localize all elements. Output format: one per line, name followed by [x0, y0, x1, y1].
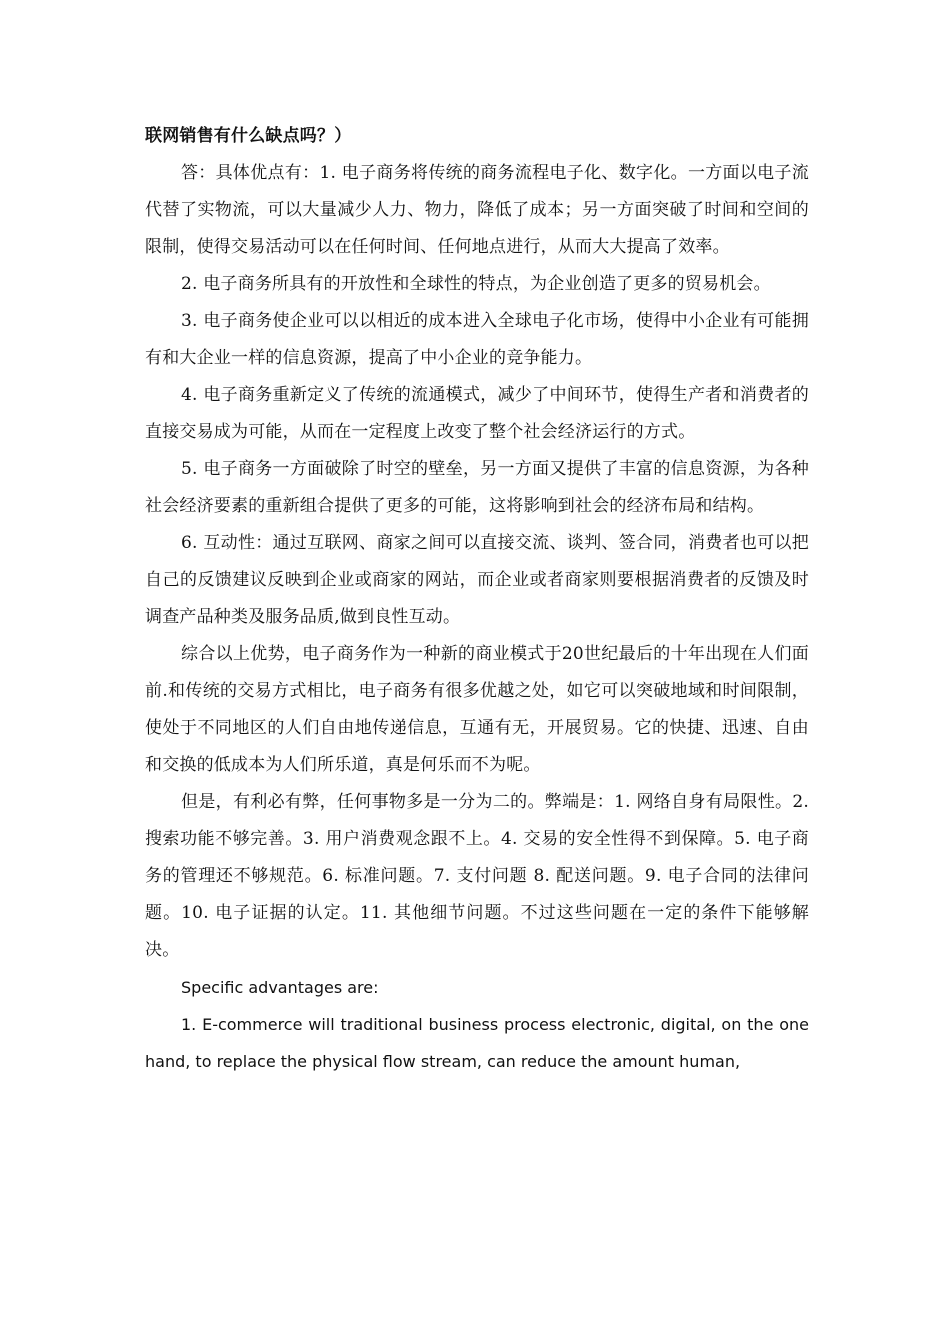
- document-body: [145, 118, 809, 1080]
- paragraph-summary: 综合以上优势，电子商务作为一种新的商业模式于20世纪最后的十年出现在人们面前.和传统的交易方式相比，电子商务有很多优越之处，如它可以突破地域和时间限制，使处于不同地区的人们自由地传递信息，互通有无，开展贸易。它的快捷、迅速、自由和交换的低成本为人们所乐道，真是何乐而不为呢。: [145, 644, 809, 775]
- paragraph-disadvantages: 但是，有利必有弊，任何事物多是一分为二的。弊端是：1. 网络自身有局限性。2. 搜索功能不够完善。3. 用户消费观念跟不上。4. 交易的安全性得不到保障。5. 电子商务的管理还不够规范。6. 标准问题。7. 支付问题 8. 配送问题。9. 电子合同的法律问题。10. 电子证据的认定。11. 其他细节问题。不过这些问题在一定的条件下能够解决。: [145, 792, 809, 960]
- paragraph-advantage-4: 4. 电子商务重新定义了传统的流通模式，减少了中间环节，使得生产者和消费者的直接交易成为可能，从而在一定程度上改变了整个社会经济运行的方式。: [145, 385, 809, 442]
- paragraph-advantage-2: 2. 电子商务所具有的开放性和全球性的特点，为企业创造了更多的贸易机会。: [181, 274, 771, 294]
- paragraph-english-heading: Specific advantages are:: [181, 978, 379, 997]
- paragraph-advantages-intro: 答：具体优点有：1. 电子商务将传统的商务流程电子化、数字化。一方面以电子流代替了实物流，可以大量减少人力、物力，降低了成本；另一方面突破了时间和空间的限制，使得交易活动可以在任何时间、任何地点进行，从而大大提高了效率。: [145, 163, 809, 257]
- paragraph-english-1: 1. E-commerce will traditional business process electronic, digital, on the one hand, to replace the physical flow stream, can reduce the amount human,: [145, 1015, 809, 1071]
- section-heading: 联网销售有什么缺点吗？）: [145, 126, 352, 146]
- paragraph-advantage-6: 6. 互动性：通过互联网、商家之间可以直接交流、谈判、签合同，消费者也可以把自己的反馈建议反映到企业或商家的网站，而企业或者商家则要根据消费者的反馈及时调查产品种类及服务品质,做到良性互动。: [145, 533, 809, 627]
- paragraph-advantage-3: 3. 电子商务使企业可以以相近的成本进入全球电子化市场，使得中小企业有可能拥有和大企业一样的信息资源，提高了中小企业的竞争能力。: [145, 311, 809, 368]
- paragraph-advantage-5: 5. 电子商务一方面破除了时空的壁垒，另一方面又提供了丰富的信息资源，为各种社会经济要素的重新组合提供了更多的可能，这将影响到社会的经济布局和结构。: [145, 459, 809, 516]
